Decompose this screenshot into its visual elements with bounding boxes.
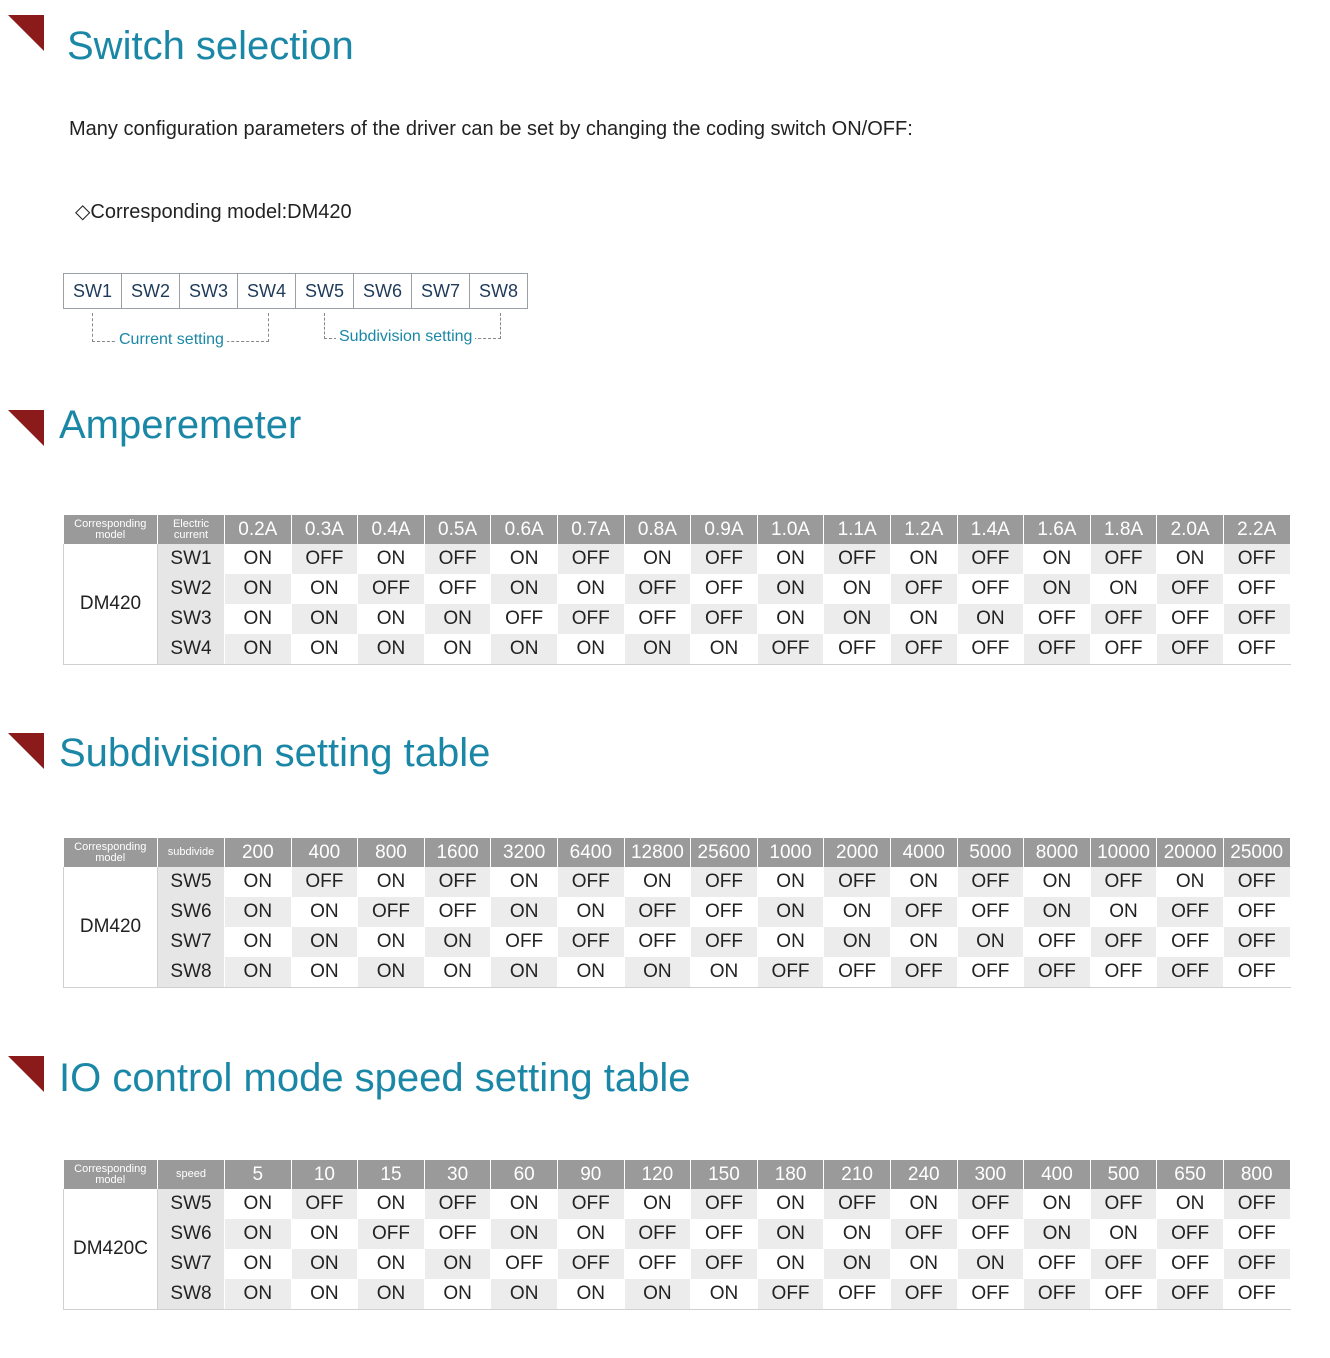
switch-state-cell: OFF	[1090, 867, 1157, 897]
switch-label: SW5	[158, 1189, 225, 1219]
switch-state-cell: OFF	[1223, 1279, 1290, 1310]
switch-state-cell: ON	[1024, 897, 1091, 927]
switch-label: SW8	[158, 957, 225, 988]
column-header: 0.7A	[557, 515, 624, 544]
model-cell: DM420	[64, 867, 158, 988]
switch-state-cell: OFF	[957, 897, 1024, 927]
switch-state-cell: OFF	[957, 1219, 1024, 1249]
switch-state-cell: OFF	[624, 1219, 691, 1249]
switch-cell: SW4	[238, 274, 296, 308]
switch-state-cell: OFF	[1090, 1189, 1157, 1219]
switch-state-cell: ON	[1024, 574, 1091, 604]
switch-state-cell: OFF	[358, 897, 425, 927]
switch-state-cell: OFF	[1157, 957, 1224, 988]
column-header: 800	[1223, 1160, 1290, 1189]
switch-state-cell: OFF	[1024, 604, 1091, 634]
switch-state-cell: OFF	[291, 1189, 358, 1219]
switch-state-cell: ON	[757, 897, 824, 927]
switch-state-cell: OFF	[1223, 897, 1290, 927]
switch-state-cell: ON	[890, 1249, 957, 1279]
switch-state-cell: ON	[225, 927, 292, 957]
model-line: ◇Corresponding model:DM420	[75, 201, 352, 223]
switch-state-cell: ON	[358, 544, 425, 574]
switch-state-cell: OFF	[1223, 544, 1290, 574]
subdivision-setting-label: Subdivision setting	[336, 328, 475, 346]
switch-cell: SW5	[296, 274, 354, 308]
switch-label: SW6	[158, 1219, 225, 1249]
switch-state-cell: ON	[358, 1279, 425, 1310]
io-speed-table	[63, 1160, 1291, 1310]
switch-state-cell: OFF	[691, 604, 758, 634]
switch-state-cell: OFF	[1223, 634, 1290, 665]
switch-cell: SW8	[478, 281, 518, 301]
table-row	[64, 634, 1291, 665]
switch-state-cell: OFF	[624, 897, 691, 927]
switch-state-cell: ON	[557, 634, 624, 665]
column-header: 1.8A	[1090, 515, 1157, 544]
switch-state-cell: ON	[225, 1279, 292, 1310]
switch-state-cell: OFF	[824, 1279, 891, 1310]
switch-state-cell: OFF	[557, 867, 624, 897]
switch-state-cell: ON	[1157, 544, 1224, 574]
switch-state-cell: ON	[757, 1219, 824, 1249]
switch-state-cell: OFF	[1223, 927, 1290, 957]
column-header: 1.2A	[890, 515, 957, 544]
switch-state-cell: ON	[491, 634, 558, 665]
switch-state-cell: ON	[358, 1249, 425, 1279]
switch-state-cell: ON	[557, 897, 624, 927]
switch-state-cell: OFF	[890, 634, 957, 665]
switch-state-cell: ON	[691, 634, 758, 665]
switch-state-cell: ON	[757, 544, 824, 574]
switch-label: SW1	[158, 544, 225, 574]
switch-state-cell: ON	[757, 867, 824, 897]
switch-state-cell: ON	[491, 1219, 558, 1249]
switch-state-cell: OFF	[957, 1279, 1024, 1310]
column-header: 90	[557, 1160, 624, 1189]
switch-state-cell: ON	[225, 1219, 292, 1249]
switch-state-cell: ON	[491, 897, 558, 927]
switch-label: SW7	[158, 1249, 225, 1279]
switch-state-cell: ON	[225, 867, 292, 897]
switch-state-cell: OFF	[557, 1189, 624, 1219]
subdivision-table	[63, 838, 1291, 988]
switch-state-cell: ON	[424, 634, 491, 665]
switch-state-cell: OFF	[1024, 1279, 1091, 1310]
switch-state-cell: ON	[824, 897, 891, 927]
switch-state-cell: ON	[291, 604, 358, 634]
column-header: 0.4A	[358, 515, 425, 544]
switch-state-cell: ON	[557, 957, 624, 988]
column-header: 5	[225, 1160, 292, 1189]
switch-state-cell: ON	[1157, 1189, 1224, 1219]
column-header: 800	[358, 838, 425, 867]
section-marker	[8, 410, 44, 446]
switch-label: SW2	[158, 574, 225, 604]
switch-state-cell: OFF	[1157, 897, 1224, 927]
switch-state-cell: OFF	[424, 1219, 491, 1249]
switch-state-cell: ON	[225, 574, 292, 604]
corner-header: Corresponding model	[64, 1160, 158, 1189]
switch-state-cell: OFF	[424, 867, 491, 897]
switch-state-cell: OFF	[1090, 604, 1157, 634]
heading-subdivision: Subdivision setting table	[59, 731, 491, 775]
switch-state-cell: ON	[225, 544, 292, 574]
switch-state-cell: ON	[358, 604, 425, 634]
column-header: 6400	[557, 838, 624, 867]
switch-state-cell: ON	[358, 634, 425, 665]
switch-state-cell: ON	[225, 634, 292, 665]
switch-state-cell: ON	[225, 897, 292, 927]
table-row	[64, 927, 1291, 957]
table-row	[64, 604, 1291, 634]
switch-state-cell: OFF	[957, 544, 1024, 574]
switch-state-cell: OFF	[424, 544, 491, 574]
switch-state-cell: ON	[557, 574, 624, 604]
switch-state-cell: ON	[957, 1249, 1024, 1279]
switch-state-cell: ON	[291, 1249, 358, 1279]
switch-state-cell: ON	[890, 927, 957, 957]
switch-cell: SW6	[354, 274, 412, 308]
switch-state-cell: OFF	[1090, 634, 1157, 665]
corner-header: Corresponding model	[64, 515, 158, 544]
switch-state-cell: OFF	[624, 604, 691, 634]
switch-state-cell: OFF	[1157, 634, 1224, 665]
column-header: 120	[624, 1160, 691, 1189]
column-header: 300	[957, 1160, 1024, 1189]
switch-state-cell: ON	[291, 897, 358, 927]
switch-state-cell: ON	[890, 867, 957, 897]
switch-state-cell: ON	[624, 1279, 691, 1310]
switch-state-cell: OFF	[757, 1279, 824, 1310]
column-header: 3200	[491, 838, 558, 867]
column-header: 12800	[624, 838, 691, 867]
switch-state-cell: ON	[890, 544, 957, 574]
switch-label: SW5	[158, 867, 225, 897]
switch-state-cell: OFF	[491, 604, 558, 634]
table-row	[64, 1249, 1291, 1279]
table-row	[64, 1219, 1291, 1249]
column-header: 150	[691, 1160, 758, 1189]
switch-state-cell: OFF	[1223, 1249, 1290, 1279]
switch-state-cell: ON	[358, 957, 425, 988]
column-header: 1000	[757, 838, 824, 867]
column-header: 210	[824, 1160, 891, 1189]
column-header: 10000	[1090, 838, 1157, 867]
column-header: 1.0A	[757, 515, 824, 544]
switch-label: SW8	[158, 1279, 225, 1310]
section-marker	[8, 1056, 44, 1092]
switch-state-cell: ON	[824, 574, 891, 604]
switch-state-cell: OFF	[624, 574, 691, 604]
switch-state-cell: OFF	[557, 1249, 624, 1279]
column-header: 1.1A	[824, 515, 891, 544]
current-setting-label: Current setting	[116, 331, 227, 349]
switch-state-cell: ON	[291, 957, 358, 988]
switch-state-cell: ON	[757, 604, 824, 634]
switch-state-cell: ON	[225, 1189, 292, 1219]
column-header: 25000	[1223, 838, 1290, 867]
switch-state-cell: OFF	[890, 897, 957, 927]
model-cell: DM420C	[64, 1189, 158, 1310]
switch-state-cell: OFF	[691, 867, 758, 897]
switch-state-cell: OFF	[1090, 1249, 1157, 1279]
column-header: 400	[1024, 1160, 1091, 1189]
switch-state-cell: ON	[557, 1219, 624, 1249]
switch-state-cell: OFF	[890, 574, 957, 604]
switch-state-cell: ON	[890, 604, 957, 634]
table-row	[64, 544, 1291, 574]
column-header: 240	[890, 1160, 957, 1189]
switch-state-cell: OFF	[1157, 1249, 1224, 1279]
table-row	[64, 574, 1291, 604]
column-header: 0.5A	[424, 515, 491, 544]
switch-state-cell: OFF	[757, 957, 824, 988]
switch-state-cell: ON	[624, 867, 691, 897]
switch-state-cell: OFF	[1090, 544, 1157, 574]
column-header: 500	[1090, 1160, 1157, 1189]
switch-state-cell: OFF	[424, 574, 491, 604]
switch-state-cell: OFF	[1157, 1219, 1224, 1249]
switch-state-cell: OFF	[957, 867, 1024, 897]
switch-state-cell: OFF	[957, 1189, 1024, 1219]
switch-state-cell: OFF	[1223, 604, 1290, 634]
switch-state-cell: OFF	[1090, 1279, 1157, 1310]
switch-state-cell: ON	[757, 574, 824, 604]
switch-state-cell: OFF	[1223, 867, 1290, 897]
switch-state-cell: OFF	[890, 957, 957, 988]
corner-header: Corresponding model	[64, 838, 158, 867]
column-header: 1.6A	[1024, 515, 1091, 544]
switch-state-cell: OFF	[1024, 927, 1091, 957]
switch-state-cell: ON	[624, 1189, 691, 1219]
switch-state-cell: OFF	[1157, 574, 1224, 604]
param-header: Electric current	[158, 515, 225, 544]
column-header: 1600	[424, 838, 491, 867]
switch-state-cell: ON	[491, 867, 558, 897]
switch-state-cell: OFF	[358, 1219, 425, 1249]
column-header: 15	[358, 1160, 425, 1189]
column-header: 30	[424, 1160, 491, 1189]
table-row	[64, 1189, 1291, 1219]
switch-state-cell: OFF	[291, 544, 358, 574]
switch-state-cell: OFF	[824, 957, 891, 988]
switch-state-cell: OFF	[557, 604, 624, 634]
column-header: 8000	[1024, 838, 1091, 867]
amperemeter-table	[63, 515, 1291, 665]
switch-state-cell: OFF	[1024, 1249, 1091, 1279]
switch-state-cell: ON	[691, 957, 758, 988]
switch-state-cell: ON	[1157, 867, 1224, 897]
switch-state-cell: ON	[757, 1189, 824, 1219]
switch-state-cell: OFF	[291, 867, 358, 897]
switch-state-cell: OFF	[824, 867, 891, 897]
switch-state-cell: OFF	[1223, 574, 1290, 604]
switch-state-cell: ON	[824, 604, 891, 634]
column-header: 60	[491, 1160, 558, 1189]
switch-state-cell: ON	[291, 574, 358, 604]
switch-state-cell: OFF	[1223, 1219, 1290, 1249]
column-header: 0.3A	[291, 515, 358, 544]
switch-label: SW7	[158, 927, 225, 957]
param-header: speed	[158, 1160, 225, 1189]
model-cell: DM420	[64, 544, 158, 665]
switch-state-cell: ON	[1024, 1219, 1091, 1249]
intro-text: Many configuration parameters of the driver can be set by changing the coding switch ON/OFF:	[69, 118, 913, 140]
switch-state-cell: ON	[225, 1249, 292, 1279]
table-row	[64, 957, 1291, 988]
switch-state-cell: ON	[291, 634, 358, 665]
section-marker	[8, 733, 44, 769]
switch-state-cell: ON	[1024, 1189, 1091, 1219]
column-header: 180	[757, 1160, 824, 1189]
switch-state-cell: OFF	[824, 544, 891, 574]
switch-state-cell: ON	[1090, 897, 1157, 927]
switch-state-cell: ON	[491, 1279, 558, 1310]
switch-state-cell: ON	[424, 1279, 491, 1310]
switch-state-cell: OFF	[757, 634, 824, 665]
switch-state-cell: ON	[691, 1279, 758, 1310]
switch-state-cell: OFF	[1157, 1279, 1224, 1310]
switch-state-cell: OFF	[824, 634, 891, 665]
column-header: 20000	[1157, 838, 1224, 867]
heading-amperemeter: Amperemeter	[59, 403, 302, 447]
switch-state-cell: ON	[557, 1279, 624, 1310]
switch-state-cell: OFF	[957, 574, 1024, 604]
switch-label: SW4	[158, 634, 225, 665]
switch-state-cell: ON	[957, 927, 1024, 957]
column-header: 10	[291, 1160, 358, 1189]
switch-state-cell: ON	[424, 604, 491, 634]
switch-state-cell: ON	[757, 927, 824, 957]
column-header: 0.6A	[491, 515, 558, 544]
switch-state-cell: ON	[291, 1219, 358, 1249]
switch-state-cell: OFF	[1024, 957, 1091, 988]
switch-state-cell: ON	[225, 604, 292, 634]
switch-state-cell: ON	[624, 544, 691, 574]
switch-state-cell: ON	[1024, 544, 1091, 574]
column-header: 0.2A	[225, 515, 292, 544]
switch-state-cell: OFF	[1090, 927, 1157, 957]
switch-state-cell: ON	[491, 957, 558, 988]
switch-state-cell: ON	[890, 1189, 957, 1219]
switch-state-cell: OFF	[424, 1189, 491, 1219]
switch-state-cell: OFF	[890, 1279, 957, 1310]
switch-state-cell: OFF	[424, 897, 491, 927]
switch-state-cell: ON	[424, 927, 491, 957]
switch-state-cell: OFF	[624, 1249, 691, 1279]
switch-cell: SW2	[122, 274, 180, 308]
switch-state-cell: OFF	[1223, 957, 1290, 988]
switch-state-cell: OFF	[491, 1249, 558, 1279]
table-row	[64, 867, 1291, 897]
switch-state-cell: OFF	[491, 927, 558, 957]
switch-state-cell: ON	[624, 634, 691, 665]
switch-cell: SW1	[64, 274, 122, 308]
column-header: 200	[225, 838, 292, 867]
table-row	[64, 897, 1291, 927]
switch-cell: SW3	[180, 274, 238, 308]
column-header: 0.9A	[691, 515, 758, 544]
switch-state-cell: ON	[957, 604, 1024, 634]
switch-state-cell: OFF	[1157, 927, 1224, 957]
switch-state-cell: OFF	[624, 927, 691, 957]
switch-state-cell: OFF	[358, 574, 425, 604]
column-header: 1.4A	[957, 515, 1024, 544]
column-header: 2.2A	[1223, 515, 1290, 544]
switch-state-cell: OFF	[691, 1249, 758, 1279]
switch-label: SW6	[158, 897, 225, 927]
heading-switch-selection: Switch selection	[67, 24, 354, 68]
switch-state-cell: ON	[824, 1219, 891, 1249]
column-header: 4000	[890, 838, 957, 867]
switch-state-cell: OFF	[691, 927, 758, 957]
column-header: 400	[291, 838, 358, 867]
switch-state-cell: ON	[291, 1279, 358, 1310]
switch-state-cell: ON	[424, 1249, 491, 1279]
switch-state-cell: ON	[824, 927, 891, 957]
column-header: 2.0A	[1157, 515, 1224, 544]
column-header: 650	[1157, 1160, 1224, 1189]
column-header: 2000	[824, 838, 891, 867]
switch-state-cell: ON	[491, 574, 558, 604]
switch-state-cell: ON	[358, 927, 425, 957]
switch-label: SW3	[158, 604, 225, 634]
heading-io-speed: IO control mode speed setting table	[59, 1056, 691, 1100]
switch-state-cell: ON	[358, 1189, 425, 1219]
table-row	[64, 1279, 1291, 1310]
switch-state-cell: ON	[358, 867, 425, 897]
switch-state-cell: OFF	[1223, 1189, 1290, 1219]
switch-strip	[63, 273, 528, 309]
switch-state-cell: ON	[1090, 574, 1157, 604]
switch-state-cell: ON	[1090, 1219, 1157, 1249]
switch-state-cell: OFF	[890, 1219, 957, 1249]
switch-state-cell: OFF	[957, 634, 1024, 665]
switch-state-cell: OFF	[691, 897, 758, 927]
switch-state-cell: OFF	[691, 1189, 758, 1219]
switch-state-cell: OFF	[691, 1219, 758, 1249]
switch-state-cell: OFF	[691, 544, 758, 574]
switch-state-cell: OFF	[1024, 634, 1091, 665]
param-header: subdivide	[158, 838, 225, 867]
column-header: 0.8A	[624, 515, 691, 544]
switch-state-cell: ON	[1024, 867, 1091, 897]
switch-state-cell: ON	[491, 544, 558, 574]
switch-state-cell: ON	[624, 957, 691, 988]
switch-state-cell: OFF	[1157, 604, 1224, 634]
switch-state-cell: ON	[491, 1189, 558, 1219]
switch-state-cell: OFF	[1090, 957, 1157, 988]
switch-state-cell: OFF	[691, 574, 758, 604]
switch-state-cell: ON	[757, 1249, 824, 1279]
switch-state-cell: OFF	[557, 544, 624, 574]
switch-state-cell: ON	[291, 927, 358, 957]
switch-state-cell: ON	[424, 957, 491, 988]
switch-state-cell: OFF	[557, 927, 624, 957]
switch-state-cell: ON	[225, 957, 292, 988]
switch-state-cell: ON	[824, 1249, 891, 1279]
switch-state-cell: OFF	[824, 1189, 891, 1219]
column-header: 5000	[957, 838, 1024, 867]
section-marker	[8, 15, 44, 51]
switch-cell: SW7	[412, 274, 470, 308]
switch-state-cell: OFF	[957, 957, 1024, 988]
column-header: 25600	[691, 838, 758, 867]
